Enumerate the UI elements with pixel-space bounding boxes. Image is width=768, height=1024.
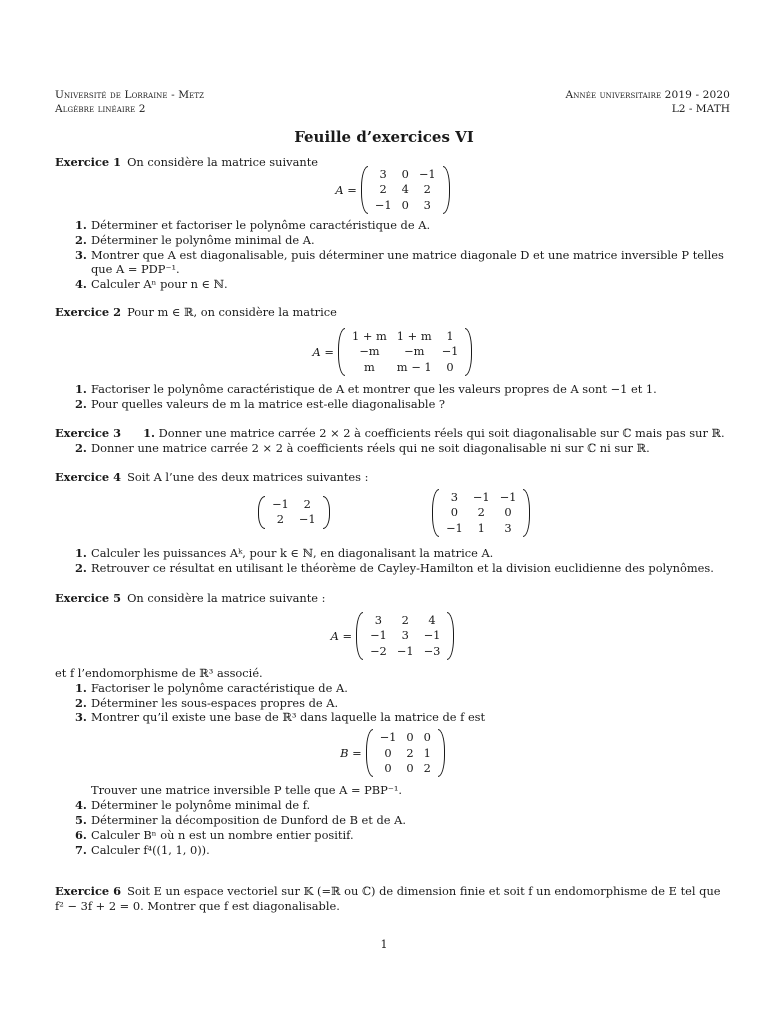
- header-university: Université de Lorraine - Metz: [55, 89, 205, 101]
- matrix-cell: 0: [384, 761, 392, 776]
- question-text: Déterminer et factoriser le polynôme caractéristique de A.: [91, 218, 431, 232]
- find-p-statement: Trouver une matrice inversible P telle que A = PBP⁻¹.: [91, 783, 403, 798]
- exercise-text: Soit E un espace vectoriel sur 𝕂 (=ℝ ou ℂ) de dimension finie et soit f un endomorphisme de E tel que f² − 3f + 2 = 0. Montrer que f est diagonalisable.: [55, 884, 721, 913]
- matrix-equation-b: [55, 729, 730, 777]
- exercise-label: Exercice 5: [55, 591, 122, 605]
- question-text: Donner une matrice carrée 2 × 2 à coefficients réels qui ne soit diagonalisable ni sur ℂ ni sur ℝ.: [91, 440, 650, 455]
- matrix-equation: [55, 166, 730, 214]
- matrix-row: [267, 497, 321, 512]
- matrix-b: [366, 729, 445, 777]
- matrix-table: [370, 167, 441, 213]
- exercise-intro: Pour m ∈ ℝ, on considère la matrice: [127, 305, 337, 319]
- exercise-intro: On considère la matrice suivante :: [127, 591, 326, 605]
- question-text: Déterminer le polynôme minimal de A.: [91, 232, 315, 247]
- matrix-row: [365, 644, 445, 659]
- matrix-cell: 1: [446, 328, 454, 343]
- matrix-cell: 2: [423, 182, 431, 197]
- matrix-cell: −1: [379, 730, 397, 745]
- matrix-cell: 2: [406, 745, 414, 760]
- question-number: 1.: [75, 680, 87, 695]
- matrix-table: [267, 497, 321, 528]
- question-item: [55, 710, 730, 725]
- matrix-cell: −1: [441, 344, 459, 359]
- matrix-row: [441, 521, 521, 536]
- matrix-cell: 2: [477, 505, 485, 520]
- sheet-title: Feuille d’exercices VI: [294, 128, 474, 146]
- matrix-row: [370, 182, 441, 197]
- matrix-cell: m − 1: [396, 359, 432, 374]
- matrix-option-1: [258, 496, 330, 529]
- matrix-option-2: [432, 489, 530, 537]
- matrix-row: [347, 329, 463, 344]
- matrix-table: [347, 329, 463, 375]
- exercise-label: Exercice 4: [55, 470, 122, 484]
- exercise-5: [55, 591, 730, 858]
- matrix-row: [375, 761, 436, 776]
- exercise-3: [55, 426, 730, 456]
- matrix-cell: 0: [406, 761, 414, 776]
- matrix-cell: 3: [504, 520, 512, 535]
- matrix-cell: 2: [276, 512, 285, 527]
- question-text: Déterminer le polynôme minimal de f.: [91, 798, 311, 813]
- question-item: [55, 561, 730, 576]
- matrix-cell: 0: [384, 745, 392, 760]
- matrix-cell: 3: [374, 612, 383, 627]
- exercise-1: [55, 155, 730, 292]
- question-text: Donner une matrice carrée 2 × 2 à coefficients réels qui soit diagonalisable sur ℂ mais pas sur ℝ.: [158, 426, 725, 440]
- matrix-lhs: B =: [340, 745, 362, 760]
- matrix-cell: −m: [359, 344, 380, 359]
- exercise-4: [55, 470, 730, 575]
- matrix-cell: 0: [504, 505, 512, 520]
- question-list: [55, 546, 730, 576]
- matrix-row: [347, 344, 463, 359]
- matrix-row: [375, 746, 436, 761]
- matrix-lhs: A =: [312, 344, 334, 359]
- endomorphism-statement: et f l’endomorphisme de ℝ³ associé.: [55, 666, 263, 680]
- question-item: [55, 218, 730, 233]
- matrix-cell: 0: [401, 197, 409, 212]
- question-number: 1.: [143, 426, 155, 440]
- matrix-cell: 3: [450, 489, 459, 504]
- question-number: 1.: [75, 382, 87, 396]
- question-number: 3.: [75, 247, 87, 262]
- question-list: [55, 798, 730, 857]
- matrix-row: [365, 613, 445, 628]
- matrix-row: [365, 628, 445, 643]
- question-number: 6.: [75, 827, 87, 842]
- question-number: 4.: [75, 798, 87, 813]
- matrix-cell: 0: [446, 359, 454, 374]
- question-number: 7.: [75, 842, 87, 857]
- matrix-cell: 1: [477, 520, 485, 535]
- matrix-row: [370, 167, 441, 182]
- matrix-cell: −3: [423, 643, 441, 658]
- matrix-lhs: A =: [330, 628, 352, 643]
- question-number: 2.: [75, 440, 87, 455]
- question-number: 2.: [75, 560, 87, 575]
- matrix-a: [361, 166, 450, 214]
- matrix-pair: [55, 489, 730, 541]
- question-text: Calculer Bⁿ où n est un nombre entier positif.: [91, 827, 354, 842]
- question-number: 5.: [75, 813, 87, 828]
- matrix-table: [441, 490, 521, 536]
- matrix-cell: −1: [499, 489, 517, 504]
- matrix-cell: 3: [401, 628, 409, 643]
- matrix-cell: 2: [423, 761, 431, 776]
- matrix-row: [267, 512, 321, 527]
- question-item: [55, 382, 730, 397]
- question-text: Déterminer la décomposition de Dunford de B et de A.: [91, 813, 406, 828]
- question-list: [55, 218, 730, 292]
- question-item: [55, 441, 730, 456]
- matrix-equation: [55, 328, 730, 376]
- exercise-intro: Soit A l’une des deux matrices suivantes :: [127, 470, 369, 484]
- exercise-label: Exercice 1: [55, 155, 122, 169]
- matrix-cell: −2: [370, 643, 387, 658]
- matrix-cell: 0: [423, 730, 431, 745]
- question-item: [55, 681, 730, 696]
- matrix-cell: −1: [396, 643, 414, 658]
- question-item: [55, 813, 730, 828]
- matrix-row: [375, 730, 436, 745]
- matrix-row: [441, 490, 521, 505]
- question-text: Retrouver ce résultat en utilisant le théorème de Cayley-Hamilton et la division euclidienne des polynômes.: [91, 560, 714, 575]
- exercise-2: [55, 305, 730, 412]
- matrix-a: [356, 612, 454, 660]
- question-number: 2.: [75, 695, 87, 710]
- matrix-cell: −1: [472, 489, 490, 504]
- question-item: [55, 843, 730, 858]
- matrix-cell: 3: [423, 197, 431, 212]
- matrix-row: [347, 360, 463, 375]
- question-number: 2.: [75, 232, 87, 247]
- matrix-equation: [55, 612, 730, 660]
- question-item: [55, 248, 730, 278]
- matrix-cell: 1 + m: [396, 328, 432, 343]
- matrix-table: [375, 730, 436, 776]
- question-text: Calculer Aⁿ pour n ∈ ℕ.: [91, 277, 228, 292]
- matrix-cell: 2: [379, 182, 387, 197]
- matrix-cell: −1: [374, 197, 392, 212]
- question-text: Pour quelles valeurs de m la matrice est-elle diagonalisable ?: [91, 396, 446, 411]
- matrix-cell: −1: [446, 520, 463, 535]
- question-number: 3.: [75, 710, 87, 725]
- question-list: [55, 382, 730, 412]
- header-course: Algèbre linéaire 2: [55, 102, 146, 115]
- question-text: Montrer que A est diagonalisable, puis déterminer une matrice diagonale D et une matrice inversible P telles que A = PDP⁻¹.: [91, 247, 724, 277]
- question-item: [55, 798, 730, 813]
- matrix-row: [370, 198, 441, 213]
- exercise-6: [55, 884, 730, 914]
- matrix-cell: 1: [423, 745, 431, 760]
- matrix-cell: −1: [298, 512, 316, 527]
- question-item: [55, 397, 730, 412]
- matrix-cell: 2: [303, 496, 311, 511]
- question-text: Montrer qu’il existe une base de ℝ³ dans laquelle la matrice de f est: [91, 710, 486, 725]
- header-year: Année universitaire 2019 - 2020: [565, 89, 730, 101]
- matrix-cell: 3: [379, 166, 387, 181]
- exercise-intro: On considère la matrice suivante: [127, 155, 319, 169]
- exercise-label: Exercice 3: [55, 426, 122, 440]
- header-level: L2 - MATH: [671, 102, 730, 115]
- matrix-cell: −1: [418, 166, 436, 181]
- matrix-cell: −1: [370, 628, 387, 643]
- matrix-cell: 0: [450, 505, 459, 520]
- question-list: [55, 681, 730, 725]
- matrix-cell: 4: [401, 182, 409, 197]
- question-text: Factoriser le polynôme caractéristique de A.: [91, 680, 348, 695]
- question-item: [55, 546, 730, 561]
- question-item: [55, 233, 730, 248]
- matrix-cell: 1 + m: [351, 328, 387, 343]
- matrix-table: [365, 613, 445, 659]
- question-number: 4.: [75, 277, 87, 292]
- question-text: Déterminer les sous-espaces propres de A.: [91, 695, 339, 710]
- matrix-cell: −m: [404, 344, 425, 359]
- matrix-row: [441, 505, 521, 520]
- page-number: 1: [380, 938, 388, 951]
- matrix-cell: 2: [401, 612, 409, 627]
- matrix-cell: 0: [406, 730, 414, 745]
- question-text: Factoriser le polynôme caractéristique de A et montrer que les valeurs propres de A sont −1 et 1.: [91, 382, 657, 396]
- question-number: 1.: [75, 218, 87, 232]
- matrix-cell: 0: [401, 166, 409, 181]
- exercise-label: Exercice 6: [55, 884, 122, 898]
- question-text: Calculer f⁴((1, 1, 0)).: [91, 842, 210, 857]
- question-item: [55, 828, 730, 843]
- matrix-cell: m: [363, 359, 375, 374]
- question-number: 1.: [75, 545, 87, 560]
- page-header: [55, 89, 730, 117]
- question-number: 2.: [75, 396, 87, 411]
- exercise-label: Exercice 2: [55, 305, 122, 319]
- matrix-lhs: A =: [335, 182, 357, 197]
- matrix-cell: −1: [272, 496, 289, 511]
- matrix-a: [338, 328, 472, 376]
- matrix-cell: −1: [423, 628, 441, 643]
- question-item: [55, 277, 730, 292]
- question-item: [55, 696, 730, 711]
- question-text: Calculer les puissances Aᵏ, pour k ∈ ℕ, en diagonalisant la matrice A.: [91, 545, 494, 560]
- matrix-cell: 4: [428, 612, 436, 627]
